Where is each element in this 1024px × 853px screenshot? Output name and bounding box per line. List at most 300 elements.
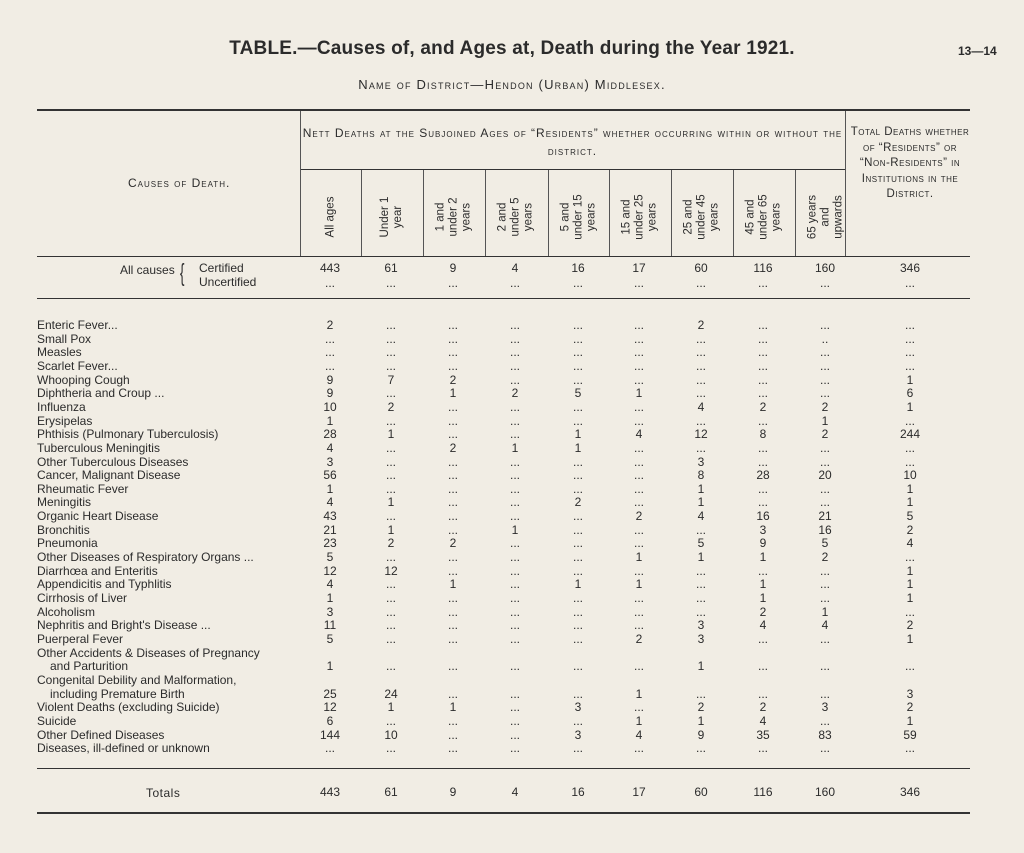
- cause-row-cell: 1: [326, 481, 334, 496]
- cause-row-total-cell: ...: [904, 413, 915, 428]
- cause-row-cell: 10: [384, 727, 398, 742]
- cause-row-cell: 1: [697, 659, 705, 674]
- cause-row-cell: 1: [387, 522, 395, 537]
- cause-row-cell: 12: [384, 563, 398, 578]
- cause-label: Other Diseases of Respiratory Organs ...: [37, 550, 254, 565]
- cause-row-cell: ...: [633, 318, 644, 332]
- cause-row-cell: ...: [447, 331, 458, 346]
- cause-row-cell: ...: [572, 591, 583, 605]
- cause-row-cell: ...: [757, 372, 768, 387]
- cause-row-cell: ..: [821, 331, 829, 346]
- cause-row-cell: ...: [633, 372, 644, 387]
- cause-label: Diarrhœa and Enteritis: [37, 563, 158, 578]
- cause-row-cell: ...: [385, 713, 396, 728]
- cause-row-cell: 2: [697, 700, 705, 715]
- cause-label: Scarlet Fever...: [37, 358, 118, 373]
- cause-row-cell: ...: [757, 454, 768, 469]
- cause-row-cell: ...: [757, 631, 768, 646]
- uncertified-cell: ...: [324, 276, 335, 290]
- cause-row-cell: 1: [697, 495, 705, 510]
- cause-row-total-cell: 3: [906, 686, 914, 701]
- cause-row-cell: ...: [385, 659, 396, 674]
- cause-row-cell: ...: [572, 604, 583, 619]
- cause-row-cell: 1: [635, 550, 643, 565]
- cause-row-cell: 12: [323, 563, 337, 578]
- cause-row-cell: 144: [319, 727, 341, 742]
- cause-label: Meningitis: [37, 495, 92, 510]
- cause-row-cell: ...: [819, 577, 830, 592]
- cause-row-cell: ...: [819, 318, 830, 332]
- uncertified-cell: ...: [819, 276, 830, 290]
- cause-label: Whooping Cough: [37, 372, 130, 387]
- cause-row-cell: 83: [818, 727, 832, 742]
- cause-row-cell: ...: [819, 440, 830, 455]
- cause-row-cell: ...: [324, 358, 335, 373]
- brace: {: [179, 259, 185, 287]
- cause-row-cell: ...: [509, 659, 520, 674]
- cause-row-cell: 1: [326, 413, 334, 428]
- cause-row-cell: ...: [819, 659, 830, 674]
- cause-row-cell: 5: [326, 550, 334, 565]
- cause-row-cell: 12: [694, 427, 708, 442]
- cause-row-cell: 1: [697, 481, 705, 496]
- column-header-label: Under 1 year: [379, 196, 404, 238]
- cause-label: Other Defined Diseases: [37, 727, 165, 742]
- cause-row-cell: ...: [633, 495, 644, 510]
- cause-row-cell: ...: [572, 468, 583, 483]
- cause-row-cell: ...: [819, 358, 830, 373]
- cause-row-cell: ...: [385, 345, 396, 360]
- cause-row-cell: 2: [697, 318, 705, 332]
- uncertified-total-cell: ...: [904, 276, 915, 290]
- cause-row-cell: ...: [385, 454, 396, 469]
- cause-row-cell: ...: [633, 413, 644, 428]
- cause-row-cell: ...: [695, 604, 706, 619]
- cause-row-cell: ...: [819, 591, 830, 605]
- cause-row-total-cell: ...: [904, 604, 915, 619]
- cause-row-cell: ...: [447, 631, 458, 646]
- cause-row-cell: ...: [572, 345, 583, 360]
- cause-row-total-cell: ...: [904, 659, 915, 674]
- cause-row-cell: ...: [385, 468, 396, 483]
- cause-row-total-cell: 2: [906, 700, 914, 715]
- cause-row-cell: ...: [447, 563, 458, 578]
- cause-row-cell: 2: [449, 536, 457, 551]
- cause-row-cell: ...: [633, 440, 644, 455]
- cause-row-cell: ...: [447, 659, 458, 674]
- cause-row-cell: 11: [323, 618, 337, 633]
- cause-row-total-cell: 1: [906, 481, 914, 496]
- total-deaths-header: Total Deaths whether of “Residents” or “Non-Residents” in Institutions in the District.: [850, 126, 970, 200]
- totals-cell: 116: [753, 785, 773, 799]
- cause-row-cell: 3: [326, 604, 334, 619]
- cause-row-cell: ...: [757, 686, 768, 701]
- cause-row-cell: ...: [509, 331, 520, 346]
- cause-row-cell: 1: [635, 386, 643, 401]
- cause-row-total-cell: ...: [904, 741, 915, 756]
- cause-label: Measles: [37, 345, 82, 360]
- cause-row-cell: 6: [326, 713, 334, 728]
- cause-row-cell: 20: [818, 468, 832, 483]
- cause-row-cell: ...: [695, 440, 706, 455]
- cause-row-cell: 4: [326, 577, 334, 592]
- uncertified-cell: ...: [695, 276, 706, 290]
- cause-row-cell: 4: [697, 509, 705, 524]
- cause-row-cell: ...: [509, 631, 520, 646]
- cause-row-cell: ...: [447, 741, 458, 756]
- cause-row-cell: ...: [572, 509, 583, 524]
- cause-row-cell: ...: [572, 550, 583, 565]
- certified-cell: 61: [384, 261, 398, 275]
- cause-row-cell: 23: [323, 536, 337, 551]
- cause-row-cell: ...: [447, 604, 458, 619]
- cause-row-cell: ...: [572, 481, 583, 496]
- cause-row-cell: 16: [818, 522, 832, 537]
- cause-row-cell: ...: [695, 577, 706, 592]
- cause-row-total-cell: 1: [906, 591, 914, 605]
- cause-row-cell: ...: [633, 481, 644, 496]
- cause-row-cell: ...: [695, 522, 706, 537]
- cause-row-cell: 2: [449, 440, 457, 455]
- cause-row-cell: 12: [323, 700, 337, 715]
- cause-row-cell: ...: [572, 536, 583, 551]
- cause-row-cell: 10: [323, 399, 337, 414]
- cause-row-cell: 2: [387, 536, 395, 551]
- cause-row-cell: 16: [756, 509, 770, 524]
- certified-total-cell: 346: [899, 261, 921, 275]
- cause-label: Pneumonia: [37, 536, 98, 551]
- cause-row-cell: ...: [385, 631, 396, 646]
- cause-row-cell: ...: [324, 345, 335, 360]
- cause-row-cell: 3: [759, 522, 767, 537]
- cause-row-total-cell: ...: [904, 550, 915, 565]
- cause-row-cell: ...: [572, 563, 583, 578]
- column-header: [362, 177, 422, 257]
- cause-row-cell: 5: [574, 386, 582, 401]
- cause-label: Enteric Fever...: [37, 318, 118, 332]
- cause-row-cell: 1: [574, 440, 582, 455]
- cause-row-cell: ...: [385, 481, 396, 496]
- cause-row-cell: 2: [574, 495, 582, 510]
- cause-row-cell: ...: [695, 591, 706, 605]
- cause-row-cell: ...: [385, 550, 396, 565]
- cause-label: Puerperal Fever: [37, 631, 124, 646]
- totals-cell: 4: [511, 785, 519, 799]
- district-subtitle: Name of District—Hendon (Urban) Middlesex.: [358, 77, 666, 92]
- column-header: [424, 177, 484, 257]
- cause-row-total-cell: 1: [906, 577, 914, 592]
- cause-row-cell: 3: [697, 618, 705, 633]
- cause-row-cell: ...: [324, 331, 335, 346]
- cause-row-cell: ...: [509, 358, 520, 373]
- cause-row-cell: 9: [759, 536, 767, 551]
- cause-row-total-cell: 1: [906, 372, 914, 387]
- cause-row-cell: ...: [757, 481, 768, 496]
- cause-label: Influenza: [37, 399, 86, 414]
- cause-row-cell: ...: [633, 331, 644, 346]
- cause-row-cell: 2: [635, 509, 643, 524]
- cause-row-cell: 1: [759, 550, 767, 565]
- cause-row-cell: ...: [633, 591, 644, 605]
- cause-row-cell: ...: [757, 440, 768, 455]
- cause-row-cell: ...: [509, 713, 520, 728]
- cause-row-total-cell: 1: [906, 713, 914, 728]
- totals-cell: 61: [384, 785, 398, 799]
- column-header-label: All ages: [324, 196, 337, 238]
- cause-row-cell: ...: [385, 618, 396, 633]
- cause-row-cell: ...: [572, 399, 583, 414]
- certified-cell: 443: [319, 261, 341, 275]
- cause-row-cell: ...: [572, 331, 583, 346]
- cause-row-cell: ...: [572, 713, 583, 728]
- cause-row-cell: 1: [449, 577, 457, 592]
- cause-row-cell: ...: [695, 386, 706, 401]
- cause-row-cell: ...: [447, 686, 458, 701]
- cause-row-cell: ...: [757, 386, 768, 401]
- cause-row-cell: 9: [326, 372, 334, 387]
- cause-row-cell: ...: [509, 372, 520, 387]
- cause-row-cell: ...: [385, 331, 396, 346]
- cause-row-cell: ...: [695, 372, 706, 387]
- cause-row-cell: ...: [572, 372, 583, 387]
- cause-row-cell: ...: [447, 713, 458, 728]
- cause-row-cell: 1: [697, 713, 705, 728]
- cause-label: Bronchitis: [37, 522, 90, 537]
- cause-row-cell: 2: [759, 700, 767, 715]
- cause-row-cell: ...: [385, 440, 396, 455]
- cause-row-cell: ...: [509, 727, 520, 742]
- cause-row-cell: 2: [387, 399, 395, 414]
- cause-row-cell: ...: [819, 495, 830, 510]
- cause-row-cell: ...: [385, 509, 396, 524]
- cause-row-cell: 1: [635, 686, 643, 701]
- cause-row-cell: ...: [572, 659, 583, 674]
- cause-label: Appendicitis and Typhlitis: [37, 577, 172, 592]
- cause-row-cell: 3: [574, 700, 582, 715]
- cause-row-cell: ...: [324, 741, 335, 756]
- cause-row-cell: 1: [387, 427, 395, 442]
- cause-row-cell: 35: [756, 727, 770, 742]
- cause-row-cell: 24: [384, 686, 398, 701]
- cause-row-cell: ...: [757, 358, 768, 373]
- certified-cell: 60: [694, 261, 708, 275]
- cause-row-cell: ...: [757, 741, 768, 756]
- certified-cell: 9: [449, 261, 457, 275]
- cause-row-cell: ...: [447, 413, 458, 428]
- cause-label: Diseases, ill-defined or unknown: [37, 741, 210, 756]
- cause-row-total-cell: 5: [906, 509, 914, 524]
- cause-row-cell: 1: [574, 427, 582, 442]
- cause-row-cell: ...: [757, 495, 768, 510]
- uncertified-cell: ...: [757, 276, 768, 290]
- cause-row-cell: 3: [326, 454, 334, 469]
- cause-row-cell: 1: [574, 577, 582, 592]
- cause-row-cell: 21: [818, 509, 832, 524]
- cause-row-cell: 1: [387, 495, 395, 510]
- cause-row-cell: 1: [449, 386, 457, 401]
- cause-row-cell: ...: [819, 741, 830, 756]
- cause-row-cell: 3: [697, 631, 705, 646]
- cause-row-cell: ...: [695, 345, 706, 360]
- totals-cell: 443: [319, 785, 341, 799]
- cause-row-cell: ...: [819, 345, 830, 360]
- cause-row-cell: 28: [756, 468, 770, 483]
- cause-row-cell: 4: [697, 399, 705, 414]
- cause-row-cell: ...: [447, 495, 458, 510]
- cause-row-cell: ...: [385, 358, 396, 373]
- cause-row-total-cell: 2: [906, 618, 914, 633]
- cause-row-cell: ...: [633, 741, 644, 756]
- column-header: [486, 177, 546, 257]
- column-header-label: 5 and under 15 years: [559, 194, 598, 240]
- cause-row-cell: ...: [633, 659, 644, 674]
- cause-row-cell: ...: [695, 358, 706, 373]
- cause-row-cell: 8: [697, 468, 705, 483]
- cause-row-cell: ...: [509, 481, 520, 496]
- column-header: [672, 177, 732, 257]
- cause-row-cell: ...: [572, 318, 583, 332]
- cause-row-cell: ...: [757, 413, 768, 428]
- cause-row-cell: ...: [385, 591, 396, 605]
- cause-row-cell: 4: [759, 618, 767, 633]
- cause-row-total-cell: ...: [904, 358, 915, 373]
- cause-row-cell: 3: [697, 454, 705, 469]
- column-header-label: 2 and under 5 years: [496, 197, 535, 237]
- cause-row-cell: ...: [819, 454, 830, 469]
- cause-row-cell: ...: [385, 386, 396, 401]
- cause-row-total-cell: ...: [904, 440, 915, 455]
- cause-row-cell: ...: [695, 741, 706, 756]
- age-subheader-rule: [300, 169, 845, 170]
- cause-row-cell: ...: [819, 481, 830, 496]
- totals-cell: 17: [632, 785, 646, 799]
- column-header: [734, 177, 794, 257]
- cause-row-total-cell: 1: [906, 399, 914, 414]
- cause-row-cell: ...: [447, 522, 458, 537]
- cause-row-cell: ...: [385, 318, 396, 332]
- cause-row-cell: 1: [759, 591, 767, 605]
- cause-row-total-cell: 59: [903, 727, 917, 742]
- cause-row-cell: 4: [635, 427, 643, 442]
- column-header-label: 45 and under 65 years: [744, 194, 783, 240]
- cause-row-cell: ...: [633, 345, 644, 360]
- column-header-label: 25 and under 45 years: [682, 194, 721, 240]
- cause-row-cell: ...: [447, 618, 458, 633]
- cause-label: Alcoholism: [37, 604, 96, 619]
- cause-row-cell: ...: [447, 454, 458, 469]
- page-number: 13—14: [958, 44, 997, 58]
- column-header: [796, 177, 856, 257]
- cause-row-cell: ...: [572, 741, 583, 756]
- cause-row-cell: 1: [449, 700, 457, 715]
- cause-row-cell: 1: [821, 604, 829, 619]
- totals-cell: 60: [694, 785, 708, 799]
- cause-row-cell: ...: [509, 591, 520, 605]
- cause-row-cell: ...: [509, 563, 520, 578]
- cause-row-cell: ...: [509, 700, 520, 715]
- cause-row-total-cell: ...: [904, 454, 915, 469]
- cause-label: Cancer, Malignant Disease: [37, 468, 181, 483]
- cause-row-cell: ...: [447, 399, 458, 414]
- uncertified-cell: ...: [633, 276, 644, 290]
- cause-row-cell: 4: [759, 713, 767, 728]
- cause-row-cell: ...: [509, 741, 520, 756]
- cause-row-cell: 2: [821, 427, 829, 442]
- cause-row-cell: ...: [819, 713, 830, 728]
- cause-row-cell: ...: [633, 522, 644, 537]
- certified-label: Certified: [199, 261, 244, 275]
- bottom-rule: [37, 812, 970, 814]
- cause-row-cell: ...: [447, 358, 458, 373]
- cause-row-cell: ...: [819, 686, 830, 701]
- cause-row-cell: ...: [633, 618, 644, 633]
- cause-row-total-cell: 1: [906, 495, 914, 510]
- cause-row-cell: ...: [757, 345, 768, 360]
- cause-row-cell: 1: [387, 700, 395, 715]
- totals-total-cell: 346: [899, 785, 921, 799]
- cause-row-cell: 9: [326, 386, 334, 401]
- cause-row-cell: ...: [447, 481, 458, 496]
- cause-row-cell: ...: [572, 454, 583, 469]
- cause-row-cell: 2: [759, 399, 767, 414]
- cause-row-cell: ...: [509, 604, 520, 619]
- cause-row-cell: ...: [509, 495, 520, 510]
- cause-row-cell: 3: [821, 700, 829, 715]
- cause-label: Other Accidents & Diseases of Pregnancy: [37, 645, 260, 660]
- certified-cell: 4: [511, 261, 519, 275]
- cause-label-continuation: including Premature Birth: [50, 686, 185, 701]
- totals-cell: 160: [814, 785, 836, 799]
- cause-row-cell: ...: [509, 454, 520, 469]
- cause-row-total-cell: 244: [899, 427, 921, 442]
- cause-row-cell: 9: [697, 727, 705, 742]
- cause-row-cell: 1: [511, 522, 519, 537]
- cause-row-cell: 43: [323, 509, 337, 524]
- cause-row-cell: ...: [447, 591, 458, 605]
- cause-row-cell: ...: [509, 318, 520, 332]
- cause-row-cell: ...: [819, 563, 830, 578]
- cause-row-cell: 56: [323, 468, 337, 483]
- cause-label: Violent Deaths (excluding Suicide): [37, 700, 220, 715]
- cause-row-cell: 1: [821, 413, 829, 428]
- cause-row-cell: ...: [509, 536, 520, 551]
- cause-label: Small Pox: [37, 331, 92, 346]
- cause-row-total-cell: ...: [904, 318, 915, 332]
- cause-row-cell: 5: [821, 536, 829, 551]
- cause-row-cell: ...: [509, 345, 520, 360]
- cause-row-cell: ...: [509, 686, 520, 701]
- cause-row-cell: 1: [697, 550, 705, 565]
- cause-label: Nephritis and Bright's Disease ...: [37, 618, 211, 633]
- cause-row-cell: ...: [509, 399, 520, 414]
- cause-row-cell: 21: [323, 522, 337, 537]
- cause-row-cell: ...: [447, 318, 458, 332]
- cause-row-cell: 1: [326, 659, 334, 674]
- cause-row-cell: ...: [447, 727, 458, 742]
- cause-row-total-cell: ...: [904, 331, 915, 346]
- top-rule: [37, 109, 970, 111]
- cause-row-cell: 1: [511, 440, 519, 455]
- cause-row-cell: 2: [759, 604, 767, 619]
- cause-label: Organic Heart Disease: [37, 509, 159, 524]
- cause-row-cell: 3: [574, 727, 582, 742]
- column-header: [549, 177, 609, 257]
- cause-row-cell: 2: [821, 550, 829, 565]
- causes-of-death-header: Causes of Death.: [128, 176, 231, 190]
- cause-label: Erysipelas: [37, 413, 93, 428]
- cause-row-cell: ...: [633, 468, 644, 483]
- cause-row-cell: ...: [633, 536, 644, 551]
